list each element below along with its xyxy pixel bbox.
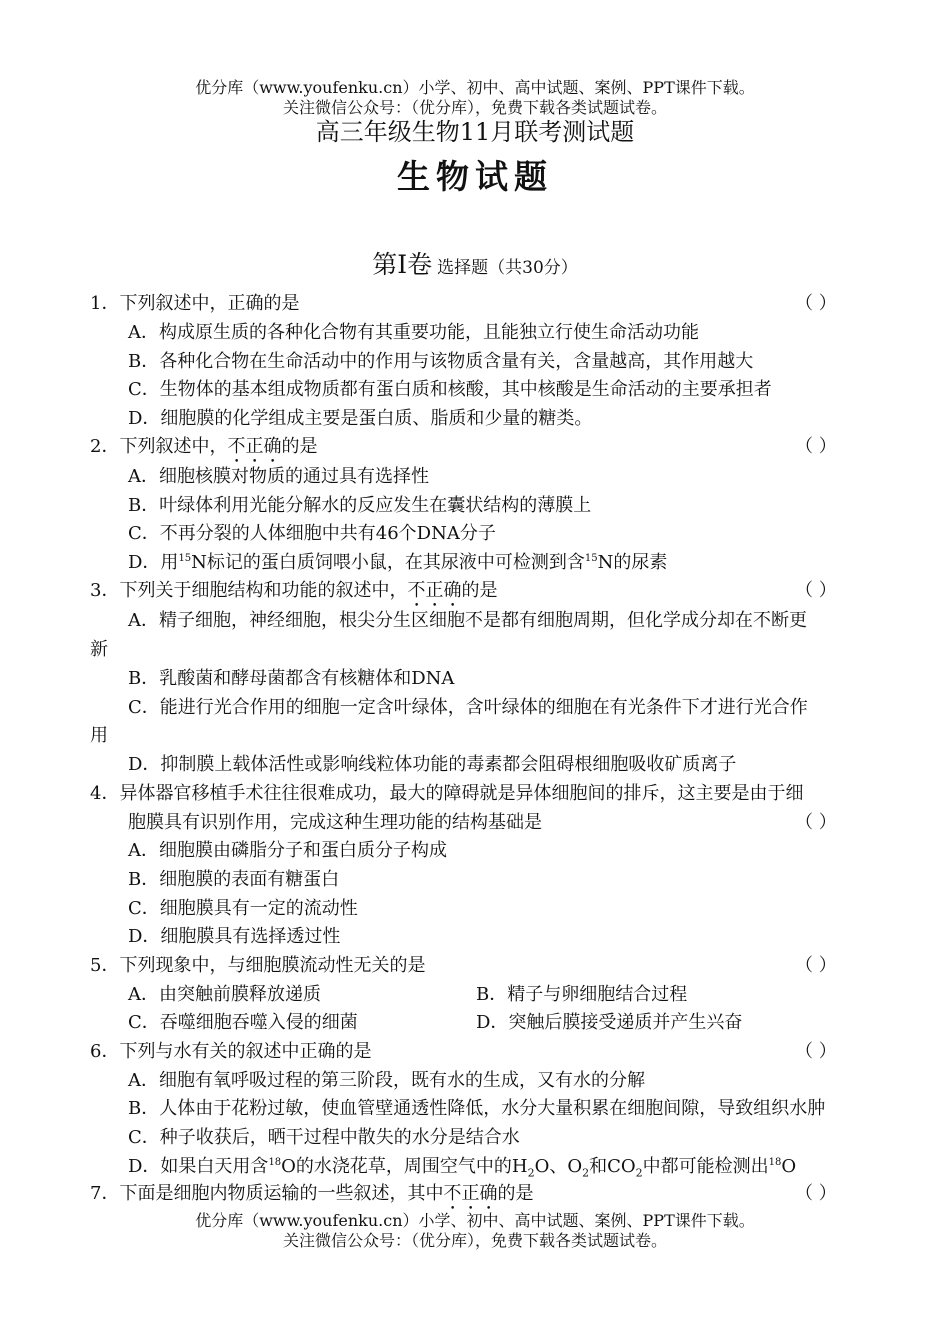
answer-blank-2: （ ）: [795, 436, 837, 457]
header-line-1: 优分库（www.youfenku.cn）小学、初中、高中试题、案例、PPT课件下载。: [195, 78, 755, 97]
q3-stem-pre: 3．下列关于细胞结构和功能的叙述中，: [90, 580, 408, 601]
q5-option-c: C．吞噬细胞吞噬入侵的细菌: [128, 1012, 358, 1033]
q6-option-c: C．种子收获后，晒干过程中散失的水分是结合水: [128, 1127, 520, 1148]
exam-subtitle: 生物试题: [397, 157, 553, 196]
q6-d-part4: 和CO: [589, 1156, 636, 1177]
section-heading: [0, 250, 950, 283]
q6-d-sub1: 2: [527, 1166, 535, 1180]
q1-option-d: D．细胞膜的化学组成主要是蛋白质、脂质和少量的糖类。: [128, 408, 593, 429]
q2-stem-post: 的是: [281, 436, 318, 457]
question-4-stem: 4．异体器官移植手术往往很难成功，最大的障碍就是异体细胞间的排斥，这主要是由于细: [90, 783, 804, 804]
q5-option-d: D．突触后膜接受递质并产生兴奋: [476, 1012, 743, 1033]
section-desc: 选择题（共30分）: [437, 258, 578, 278]
q3-option-a: A．精子细胞，神经细胞，根尖分生区细胞不是都有细胞周期，但化学成分却在不断更: [128, 610, 807, 631]
q6-d-part3: O、O: [534, 1156, 583, 1177]
q4-option-c: C．细胞膜具有一定的流动性: [128, 898, 358, 919]
q6-d-part5: 中都可能检测出: [642, 1156, 769, 1177]
q6-option-b: B．人体由于花粉过敏，使血管壁通透性降低，水分大量积累在细胞间隙，导致组织水肿: [128, 1098, 826, 1119]
q2-option-d: [128, 551, 667, 575]
question-4-stem-continued: 胞膜具有识别作用，完成这种生理功能的结构基础是: [128, 812, 542, 833]
q3-option-c-continued: 用: [90, 725, 108, 746]
section-label: 第Ⅰ卷: [372, 250, 433, 279]
q3-option-c: C．能进行光合作用的细胞一定含叶绿体，含叶绿体的细胞在有光条件下才进行光合作: [128, 697, 808, 718]
q2-d-part3: N的尿素: [597, 552, 668, 573]
q6-d-sup1: 18: [268, 1157, 282, 1168]
q7-stem-emphasis: 不正确: [443, 1183, 498, 1204]
q7-stem-post: 的是: [497, 1183, 534, 1204]
q2-d-sup2: 15: [584, 553, 598, 564]
question-2-stem: [90, 435, 317, 467]
answer-blank-1: （ ）: [795, 293, 837, 314]
q3-option-b: B．乳酸菌和酵母菌都含有核糖体和DNA: [128, 668, 455, 689]
q6-d-sub2: 2: [582, 1166, 590, 1180]
question-3-stem: [90, 579, 497, 611]
q6-d-part2: O的水浇花草，周围空气中的H: [281, 1156, 528, 1177]
question-5-stem: 5．下列现象中，与细胞膜流动性无关的是: [90, 955, 426, 976]
exam-title: 高三年级生物11月联考测试题: [315, 118, 635, 146]
q1-option-c: C．生物体的基本组成物质都有蛋白质和核酸，其中核酸是生命活动的主要承担者: [128, 379, 772, 400]
q7-stem-pre: 7．下面是细胞内物质运输的一些叙述，其中: [90, 1183, 444, 1204]
q6-option-d: [128, 1155, 796, 1179]
q6-d-part1: D．如果白天用含: [128, 1156, 269, 1177]
question-1-stem: 1．下列叙述中，正确的是: [90, 293, 300, 314]
q2-d-part2: N标记的蛋白质饲喂小鼠，在其尿液中可检测到含: [191, 552, 585, 573]
question-6-stem: 6．下列与水有关的叙述中正确的是: [90, 1041, 372, 1062]
q2-option-a: A．细胞核膜对物质的通过具有选择性: [128, 466, 429, 487]
q3-stem-post: 的是: [461, 580, 498, 601]
q3-option-d: D．抑制膜上载体活性或影响线粒体功能的毒素都会阻碍根细胞吸收矿质离子: [128, 754, 737, 775]
q2-stem-pre: 2．下列叙述中，: [90, 436, 228, 457]
q6-d-sub3: 2: [635, 1166, 643, 1180]
q5-option-a: A．由突触前膜释放递质: [128, 984, 321, 1005]
header-line-2: 关注微信公众号：（优分库），免费下载各类试题试卷。: [282, 98, 667, 117]
q6-option-a: A．细胞有氧呼吸过程的第三阶段，既有水的生成，又有水的分解: [128, 1070, 645, 1091]
answer-blank-7: （ ）: [795, 1183, 837, 1204]
q2-option-c: C．不再分裂的人体细胞中共有46个DNA分子: [128, 523, 496, 544]
answer-blank-6: （ ）: [795, 1041, 837, 1062]
footer-line-2: 关注微信公众号：（优分库），免费下载各类试题试卷。: [282, 1231, 667, 1250]
q4-option-b: B．细胞膜的表面有糖蛋白: [128, 869, 340, 890]
answer-blank-4: （ ）: [795, 812, 837, 833]
q3-stem-emphasis: 不正确: [407, 580, 462, 601]
q1-option-b: B．各种化合物在生命活动中的作用与该物质含量有关，含量越高，其作用越大: [128, 351, 754, 372]
q2-d-sup1: 15: [178, 553, 192, 564]
q2-option-b: B．叶绿体利用光能分解水的反应发生在囊状结构的薄膜上: [128, 495, 592, 516]
q2-stem-emphasis: 不正确: [227, 436, 282, 457]
answer-blank-3: （ ）: [795, 580, 837, 601]
q4-option-d: D．细胞膜具有选择透过性: [128, 926, 341, 947]
q5-option-b: B．精子与卵细胞结合过程: [476, 984, 688, 1005]
q4-option-a: A．细胞膜由磷脂分子和蛋白质分子构成: [128, 840, 447, 861]
q6-d-part6: O: [781, 1156, 797, 1177]
footer-line-1: 优分库（www.youfenku.cn）小学、初中、高中试题、案例、PPT课件下载。: [195, 1211, 755, 1230]
q2-d-part1: D．用: [128, 552, 179, 573]
answer-blank-5: （ ）: [795, 955, 837, 976]
q3-option-a-continued: 新: [90, 639, 108, 660]
q1-option-a: A．构成原生质的各种化合物有其重要功能，且能独立行使生命活动功能: [128, 322, 699, 343]
question-7-stem: [90, 1182, 533, 1214]
q6-d-sup2: 18: [768, 1157, 782, 1168]
